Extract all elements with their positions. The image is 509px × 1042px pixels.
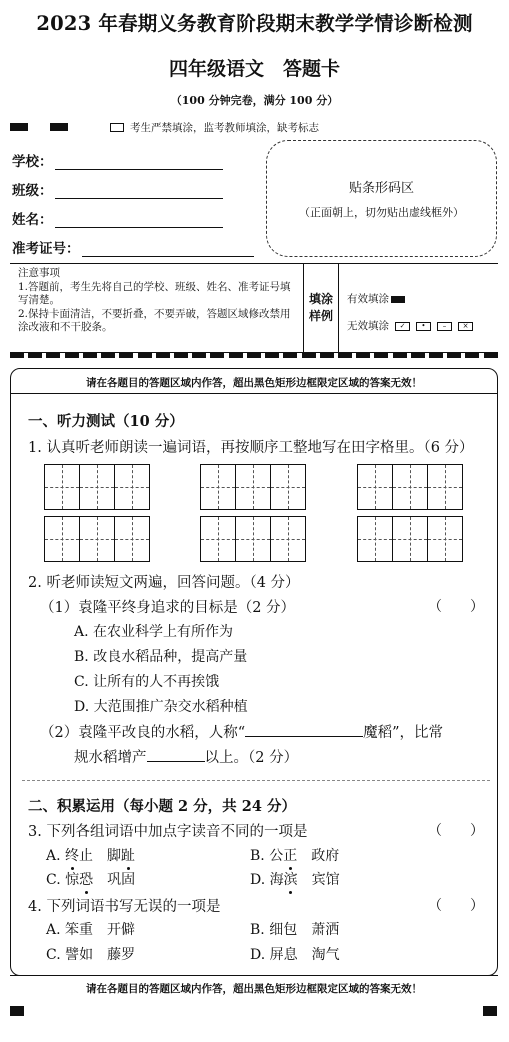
q3-option-b-part: 府 (325, 848, 340, 864)
exam-note: （100 分钟完卷，满分 100 分） (170, 94, 339, 107)
dot-mark-icon: • (416, 322, 431, 331)
fill-sample-label (304, 264, 339, 352)
answer-parentheses[interactable]: （ ） (428, 898, 484, 914)
fill-sample-label-1: 填涂 (308, 292, 333, 306)
warning-top: 请在各题目的答题区域内作答，超出黑色矩形边框限定区域的答案无效！ (86, 377, 422, 389)
warning-divider (10, 975, 498, 976)
absent-checkbox[interactable] (110, 123, 124, 132)
alignment-mark (10, 1006, 24, 1016)
cross-mark-icon: × (458, 322, 473, 331)
fill-sample-label-2: 样例 (308, 309, 333, 323)
q3-option-d (250, 869, 340, 889)
check-mark-icon: ✓ (395, 322, 410, 331)
barcode-hint: （正面朝上，切勿贴出虚线框外） (299, 206, 464, 219)
absent-legend (110, 120, 319, 135)
q3-option-a-part: 止 (79, 848, 94, 864)
answer-parentheses[interactable]: （ ） (428, 599, 484, 615)
q3-option-b-part: B. 公 (250, 848, 284, 864)
q3-option-a-part: A. (46, 848, 66, 864)
answer-parentheses[interactable]: （ ） (428, 823, 484, 839)
option-b: B. 改良水稻品种，提高产量 (74, 649, 248, 665)
section-1-title: 一、听力测试（10 分） (28, 413, 184, 430)
section-2-title: 二、积累运用（每小题 2 分，共 24 分） (28, 798, 296, 815)
filled-mark-icon (391, 296, 405, 303)
barcode-title: 贴条形码区 (348, 181, 414, 196)
question-2-2 (40, 721, 443, 742)
q3-option-b (250, 845, 339, 865)
writing-grid[interactable] (44, 516, 150, 562)
absent-legend-text: 考生严禁填涂，监考教师填涂，缺考标志 (130, 122, 319, 134)
exam-number-field[interactable] (12, 237, 254, 257)
warning-divider (10, 393, 498, 394)
q4-option-d: D. 屏息 淘气 (250, 947, 340, 963)
q3-option-a-char: 终 (65, 848, 80, 864)
q3-option-c-part: 巩 (93, 872, 122, 888)
section-divider (22, 780, 490, 781)
alignment-mark (483, 1006, 497, 1016)
fill-samples (339, 264, 498, 352)
answer-blank[interactable] (147, 746, 205, 762)
notice-item-1: 1.答题前，考生先将自己的学校、班级、姓名、准考证号填写清楚。 (18, 280, 291, 306)
question-2-2-part-b: 魔稻”，比常 (363, 725, 444, 741)
q4-option-a: A. 笨重 开僻 (46, 922, 136, 938)
question-2-2-line2 (74, 746, 298, 767)
name-input-line[interactable] (55, 213, 223, 228)
question-2-2-part-d: 以上。（2 分） (204, 750, 299, 766)
class-field[interactable] (12, 179, 223, 199)
alignment-mark (50, 123, 68, 131)
q3-option-d-part: 宾 (297, 872, 326, 888)
notice-heading: 注意事项 (18, 267, 60, 279)
question-1: 1. 认真听老师朗读一遍词语，再按顺序工整地写在田字格里。（6 分） (28, 440, 474, 456)
exam-number-input-line[interactable] (82, 242, 254, 257)
writing-grid[interactable] (357, 464, 463, 510)
option-a: A. 在农业科学上有所作为 (74, 624, 234, 640)
school-input-line[interactable] (55, 155, 223, 170)
class-input-line[interactable] (55, 184, 223, 199)
q3-option-a-char: 趾 (121, 848, 136, 864)
writing-grid[interactable] (200, 516, 306, 562)
barcode-area (266, 140, 497, 257)
question-2-2-part-a: （2）袁隆平改良的水稻，人称“ (40, 725, 246, 741)
exam-subtitle: 四年级语文 答题卡 (168, 58, 340, 80)
writing-grid[interactable] (44, 464, 150, 510)
q3-option-c-part: C. 惊 (46, 872, 80, 888)
invalid-fill-sample (347, 313, 498, 340)
question-3: 3. 下列各组词语中加点字读音不同的一项是 (28, 824, 308, 840)
school-field[interactable] (12, 150, 223, 170)
q4-option-c: C. 譬如 藤罗 (46, 947, 136, 963)
q3-option-b-char: 正 (283, 848, 298, 864)
name-label: 姓名： (12, 212, 53, 228)
q3-option-d-part: D. 海 (250, 872, 284, 888)
q3-option-c-char: 恐 (79, 872, 94, 888)
answer-blank[interactable] (245, 721, 363, 737)
writing-grid[interactable] (200, 464, 306, 510)
notice-block (10, 263, 498, 353)
q3-option-c-part: 固 (121, 872, 136, 888)
q4-option-b: B. 细包 萧洒 (250, 922, 340, 938)
valid-fill-sample (347, 286, 498, 313)
question-2-2-part-c: 规水稻增产 (74, 750, 147, 766)
q3-option-d-char: 滨 (283, 872, 298, 888)
school-label: 学校： (12, 154, 53, 170)
alignment-mark (10, 123, 28, 131)
dash-mark-icon: – (437, 322, 452, 331)
writing-grid[interactable] (357, 516, 463, 562)
name-field[interactable] (12, 208, 223, 228)
q3-option-a (46, 845, 135, 865)
valid-fill-label: 有效填涂 (347, 293, 389, 305)
notice-item-2: 2.保持卡面清洁，不要折叠，不要弄破，答题区域修改禁用涂改液和不干胶条。 (18, 307, 291, 333)
q3-option-a-part: 脚 (93, 848, 122, 864)
q3-option-b-part: 政 (297, 848, 326, 864)
option-d: D. 大范围推广杂交水稻种植 (74, 699, 248, 715)
exam-title: 2023 年春期义务教育阶段期末教学学情诊断检测 (36, 12, 473, 35)
option-c: C. 让所有的人不再挨饿 (74, 674, 220, 690)
class-label: 班级： (12, 183, 53, 199)
warning-bottom: 请在各题目的答题区域内作答，超出黑色矩形边框限定区域的答案无效！ (86, 983, 422, 995)
question-2: 2. 听老师读短文两遍，回答问题。（4 分） (28, 575, 300, 591)
question-2-1: （1）袁隆平终身追求的目标是（2 分） (40, 600, 296, 616)
q3-option-d-part: 馆 (325, 872, 340, 888)
dashed-separator (10, 352, 498, 358)
invalid-fill-label: 无效填涂 (347, 320, 389, 332)
notice-text (10, 264, 304, 352)
q3-option-c (46, 869, 135, 889)
exam-number-label: 准考证号： (12, 241, 80, 257)
question-4: 4. 下列词语书写无误的一项是 (28, 899, 221, 915)
